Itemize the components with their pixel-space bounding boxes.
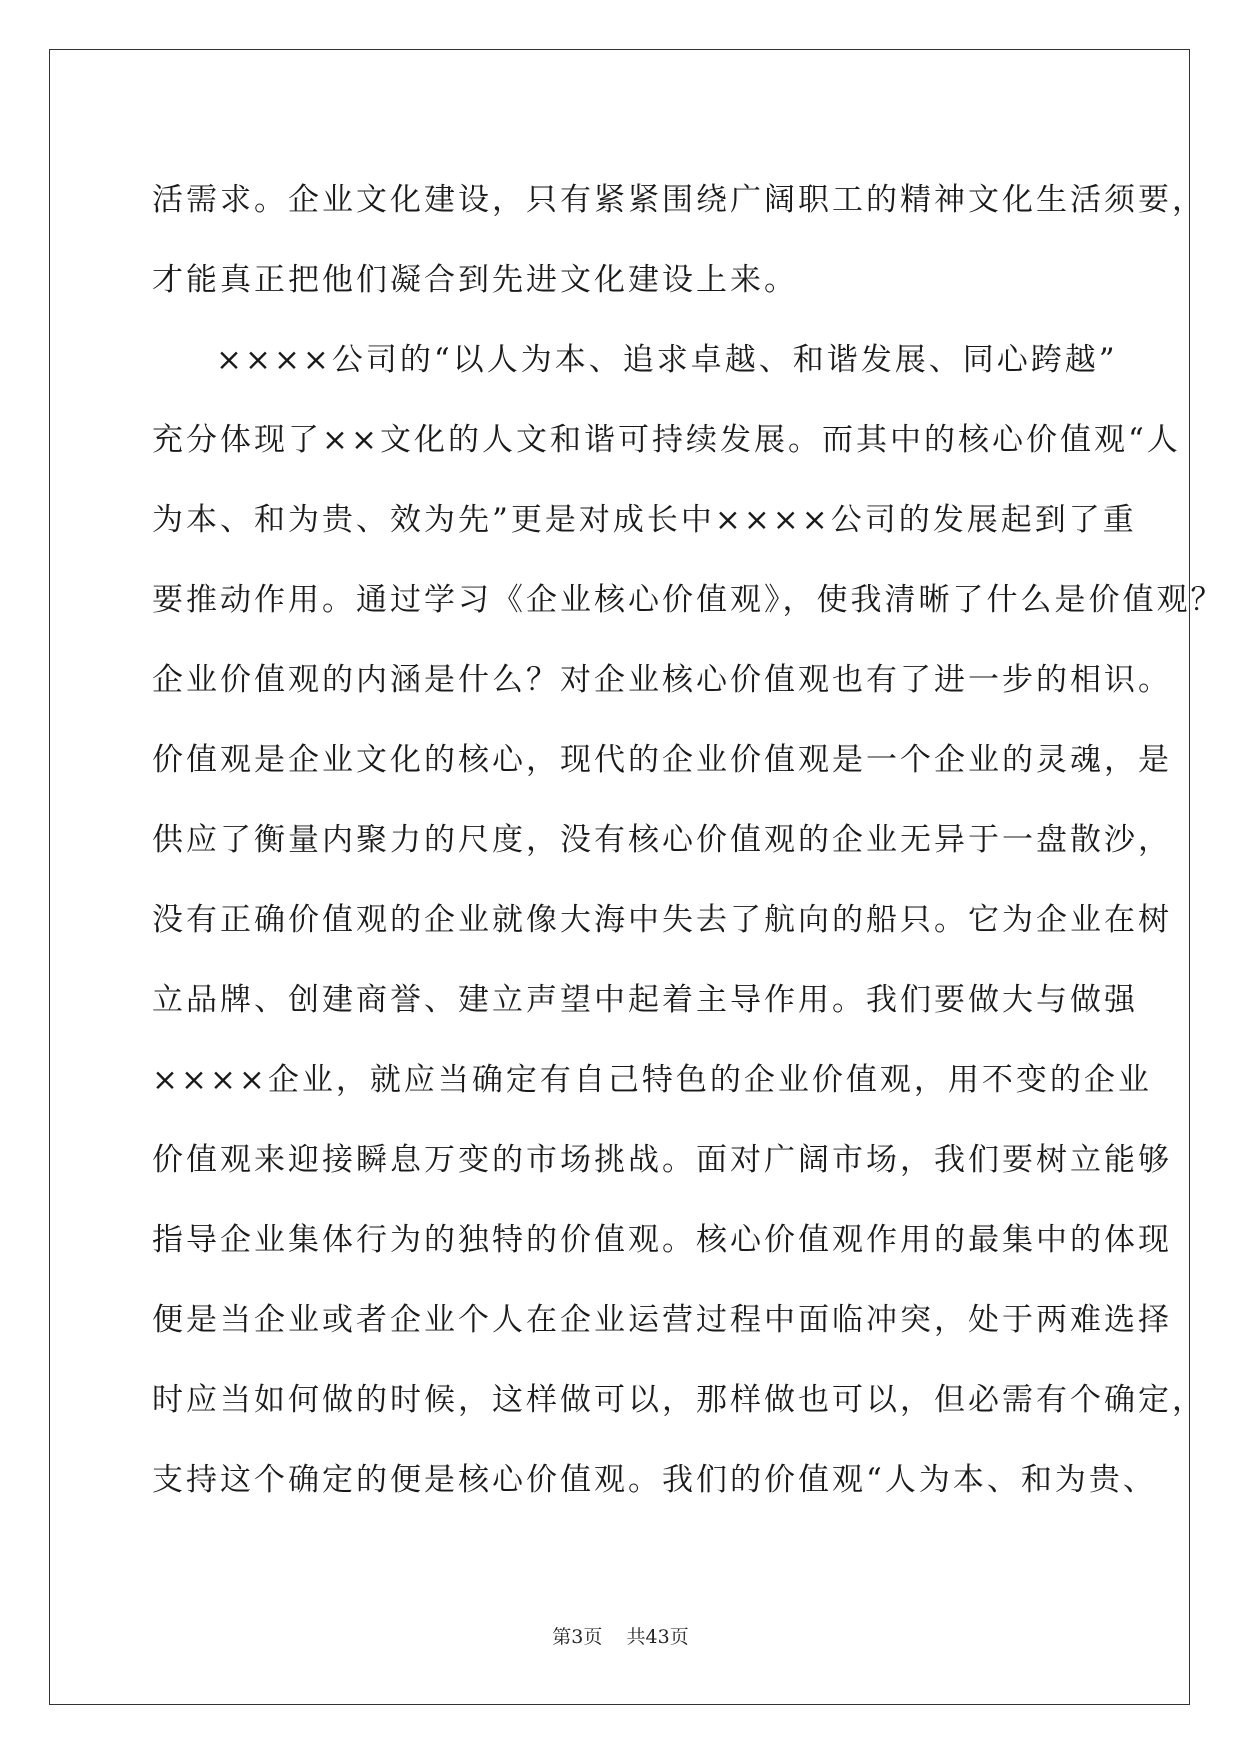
- page-footer: [0, 1622, 1241, 1649]
- text-line: ××××企业，就应当确定有自己特色的企业价值观，用不变的企业: [152, 1062, 1152, 1098]
- text-line: 活需求。企业文化建设，只有紧紧围绕广阔职工的精神文化生活须要，: [152, 182, 1206, 218]
- text-line: 便是当企业或者企业个人在企业运营过程中面临冲突，处于两难选择: [152, 1302, 1172, 1338]
- text-line: 立品牌、创建商誉、建立声望中起着主导作用。我们要做大与做强: [152, 982, 1138, 1018]
- text-line: 要推动作用。通过学习《企业核心价值观》，使我清晰了什么是价值观？: [152, 582, 1225, 618]
- paragraph-start-line: ××××公司的“以人为本、追求卓越、和谐发展、同心跨越”: [216, 342, 1118, 378]
- text-line: 时应当如何做的时候，这样做可以，那样做也可以，但必需有个确定，: [152, 1382, 1206, 1418]
- text-line: 为本、和为贵、效为先”更是对成长中××××公司的发展起到了重: [152, 502, 1137, 538]
- text-line: 企业价值观的内涵是什么？对企业核心价值观也有了进一步的相识。: [152, 662, 1172, 698]
- text-line: 充分体现了××文化的人文和谐可持续发展。而其中的核心价值观“人: [152, 422, 1181, 458]
- body-text: [152, 160, 1225, 1520]
- text-line: 指导企业集体行为的独特的价值观。核心价值观作用的最集中的体现: [152, 1222, 1172, 1258]
- page-total: 共43页: [626, 1626, 689, 1648]
- text-line: 供应了衡量内聚力的尺度，没有核心价值观的企业无异于一盘散沙，: [152, 822, 1172, 858]
- text-line: 才能真正把他们凝合到先进文化建设上来。: [152, 262, 798, 298]
- text-line: 价值观来迎接瞬息万变的市场挑战。面对广阔市场，我们要树立能够: [152, 1142, 1172, 1178]
- text-line: 支持这个确定的便是核心价值观。我们的价值观“人为本、和为贵、: [152, 1462, 1157, 1498]
- text-line: 价值观是企业文化的核心，现代的企业价值观是一个企业的灵魂，是: [152, 742, 1172, 778]
- page-number: 第3页: [552, 1626, 603, 1648]
- text-line: 没有正确价值观的企业就像大海中失去了航向的船只。它为企业在树: [152, 902, 1172, 938]
